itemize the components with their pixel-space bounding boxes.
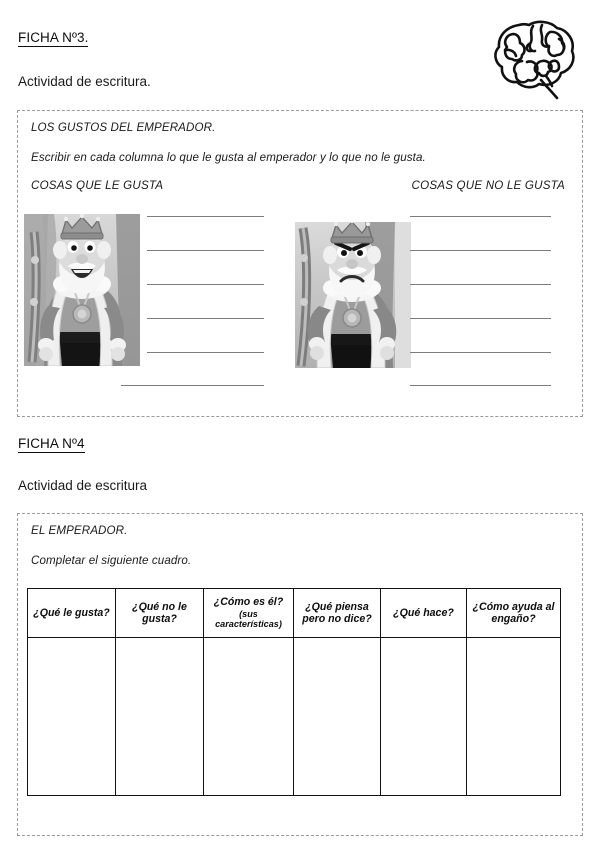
write-line-right-3[interactable] (410, 284, 551, 285)
table-header-text-1: ¿Qué le gusta? (33, 606, 110, 619)
write-line-left-4[interactable] (147, 318, 264, 319)
table-header-text-3: ¿Cómo es él? (213, 596, 284, 609)
table-header-cell-2 (116, 589, 204, 638)
happy-king-illustration (24, 214, 140, 366)
column-label-likes: COSAS QUE LE GUSTA (31, 179, 164, 192)
activity-label-ficha4: Actividad de escritura (18, 478, 148, 493)
table-header-text-6: ¿Cómo ayuda al engaño? (472, 600, 555, 625)
table-cell-3[interactable] (204, 638, 294, 796)
table-header-text-2: ¿Qué no le gusta? (132, 600, 187, 625)
table-cell-1[interactable] (28, 638, 116, 796)
table-header-cell-5 (381, 589, 467, 638)
write-line-left-2[interactable] (147, 250, 264, 251)
emperador-table (27, 588, 561, 796)
table-header-text-5: ¿Qué hace? (393, 606, 454, 619)
table-header-cell-3 (204, 589, 294, 638)
table-cell-6[interactable] (467, 638, 561, 796)
table-header-row (28, 589, 561, 638)
write-line-right-2[interactable] (410, 250, 551, 251)
table-cell-4[interactable] (294, 638, 381, 796)
table-cell-5[interactable] (381, 638, 467, 796)
table-header-text-4: ¿Qué piensa pero no dice? (302, 600, 372, 625)
brain-icon (489, 14, 581, 100)
section-heading-ficha4 (18, 436, 85, 453)
angry-king-illustration (295, 222, 411, 368)
section-heading-ficha3 (18, 30, 88, 47)
section-heading-ficha3-text: FICHA Nº3. (18, 30, 89, 45)
column-label-dislikes: COSAS QUE NO LE GUSTA (411, 179, 565, 192)
write-line-right-4[interactable] (410, 318, 551, 319)
write-line-right-1[interactable] (410, 216, 551, 217)
table-header-cell-6 (467, 589, 561, 638)
table-header-cell-4 (294, 589, 381, 638)
activity-box-instruction-ficha4: Completar el siguiente cuadro. (31, 554, 192, 567)
write-line-right-5[interactable] (410, 352, 551, 353)
write-line-right-6[interactable] (410, 385, 551, 386)
activity-box-title-ficha3: LOS GUSTOS DEL EMPERADOR. (31, 121, 216, 134)
section-heading-ficha4-text: FICHA Nº4 (18, 436, 85, 451)
table-cell-2[interactable] (116, 638, 204, 796)
table-header-cell-1 (28, 589, 116, 638)
table-row (28, 638, 561, 796)
write-line-left-3[interactable] (147, 284, 264, 285)
write-line-left-1[interactable] (147, 216, 264, 217)
table-header-subtext-3: (sus características) (215, 608, 282, 630)
activity-box-title-ficha4: EL EMPERADOR. (31, 524, 128, 537)
activity-box-instruction-ficha3: Escribir en cada columna lo que le gusta al emperador y lo que no le gusta. (31, 151, 426, 164)
write-line-left-6[interactable] (121, 385, 264, 386)
write-line-left-5[interactable] (147, 352, 264, 353)
activity-label-ficha3: Actividad de escritura. (18, 74, 151, 89)
